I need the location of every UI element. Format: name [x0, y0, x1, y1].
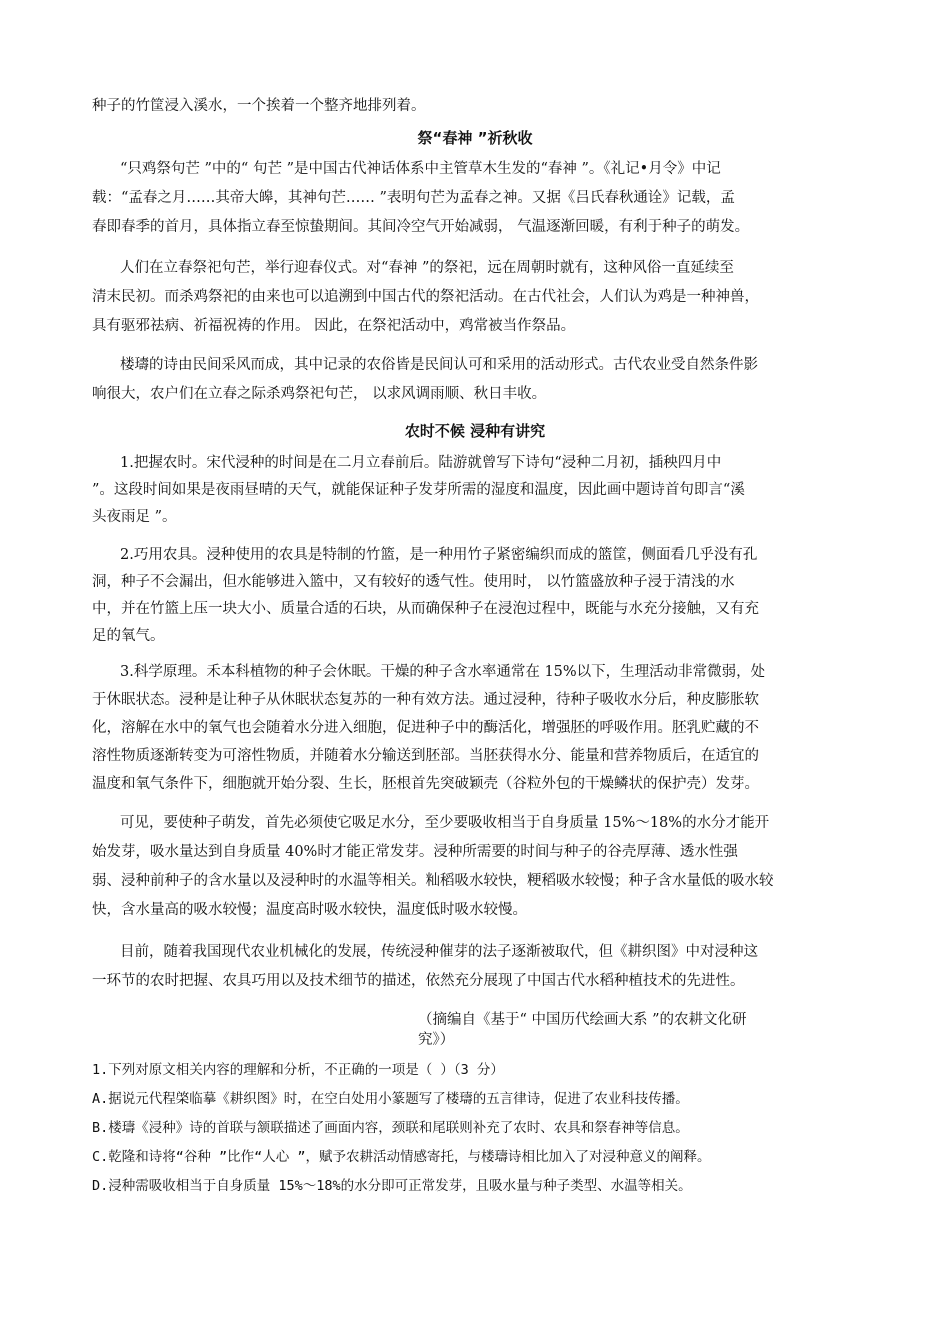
- paragraph-line: 3.科学原理。禾本科植物的种子会休眠。干燥的种子含水率通常在 15%以下，生理活动非常微弱，处: [120, 664, 766, 680]
- paragraph-line: 清末民初。而杀鸡祭祀的由来也可以追溯到中国古代的祭祀活动。在古代社会，人们认为鸡是一种神兽，: [92, 289, 759, 305]
- question-option-d: D.浸种需吸收相当于自身质量 15%～18%的水分即可正常发芽，且吸水量与种子类型、水温等相关。: [92, 1178, 692, 1194]
- paragraph-line: 化，溶解在水中的氧气也会随着水分进入细胞，促进种子中的酶活化，增强胚的呼吸作用。胚乳贮藏的不: [92, 720, 759, 736]
- paragraph-line: 楼璹的诗由民间采风而成，其中记录的农俗皆是民间认可和采用的活动形式。古代农业受自然条件影: [120, 357, 758, 373]
- paragraph-line: 始发芽，吸水量达到自身质量 40%时才能正常发芽。浸种所需要的时间与种子的谷壳厚薄、透水性强: [92, 844, 738, 860]
- paragraph-line: 足的氧气。: [92, 628, 165, 644]
- paragraph-line: 春即春季的首月，具体指立春至惊蛰期间。其间冷空气开始减弱， 气温逐渐回暖，有利于种子的萌发。: [92, 219, 750, 235]
- question-option-c: C.乾隆和诗将“谷种 ”比作“人心 ”，赋予农耕活动情感寄托，与楼璹诗相比加入了对浸种意义的阐释。: [92, 1149, 711, 1165]
- intro-line: 种子的竹筐浸入溪水，一个挨着一个整齐地排列着。: [92, 98, 426, 114]
- paragraph-line: 人们在立春祭祀句芒，举行迎春仪式。对“春神 ”的祭祀，远在周朝时就有，这种风俗一直延续至: [120, 260, 734, 276]
- section-title-spring-god: 祭“春神 ”祈秋收: [417, 129, 533, 147]
- paragraph-line: 一环节的农时把握、农具巧用以及技术细节的描述，依然充分展现了中国古代水稻种植技术的先进性。: [92, 973, 745, 989]
- paragraph-line: 2.巧用农具。浸种使用的农具是特制的竹篮，是一种用竹子紧密编织而成的篮筐，侧面看几乎没有孔: [120, 547, 758, 563]
- paragraph-line: 洞，种子不会漏出，但水能够进入篮中，又有较好的透气性。使用时， 以竹篮盛放种子浸于清浅的水: [92, 574, 735, 590]
- paragraph-line: 弱、浸种前种子的含水量以及浸种时的水温等相关。籼稻吸水较快，粳稻吸水较慢；种子含水量低的吸水较: [92, 873, 774, 889]
- paragraph-line: 响很大，农户们在立春之际杀鸡祭祀句芒， 以求风调雨顺、秋日丰收。: [92, 386, 547, 402]
- paragraph-line: 温度和氧气条件下，细胞就开始分裂、生长，胚根首先突破颖壳（谷粒外包的干燥鳞状的保护壳）发芽。: [92, 776, 759, 792]
- paragraph-line: 1.把握农时。宋代浸种的时间是在二月立春前后。陆游就曾写下诗句“浸种二月初，插秧四月中: [120, 455, 722, 471]
- question-option-a: A.据说元代程棨临摹《耕织图》时，在空白处用小篆题写了楼璹的五言律诗，促进了农业科技传播。: [92, 1091, 689, 1107]
- paragraph-line: 可见，要使种子萌发，首先必须使它吸足水分，至少要吸收相当于自身质量 15%～18%的水分才能开: [120, 815, 770, 831]
- source-citation-line: 究》）: [418, 1032, 455, 1048]
- source-citation-line: （摘编自《基于“ 中国历代绘画大系 ”的农耕文化研: [418, 1012, 747, 1028]
- paragraph-line: 于休眠状态。浸种是让种子从休眠状态复苏的一种有效方法。通过浸种，待种子吸收水分后，种皮膨胀软: [92, 692, 759, 708]
- question-stem: 1.下列对原文相关内容的理解和分析，不正确的一项是（ ）（3 分）: [92, 1062, 504, 1078]
- paragraph-line: ”。这段时间如果是夜雨昼晴的天气，就能保证种子发芽所需的湿度和温度，因此画中题诗首句即言“溪: [92, 482, 745, 498]
- paragraph-line: 头夜雨足 ”。: [92, 509, 177, 525]
- paragraph-line: 中，并在竹篮上压一块大小、质量合适的石块，从而确保种子在浸泡过程中，既能与水充分接触，又有充: [92, 601, 759, 617]
- paragraph-line: 载：“孟春之月……其帝大皞，其神句芒…… ”表明句芒为孟春之神。又据《吕氏春秋通诠》记载，孟: [92, 190, 735, 206]
- paragraph-line: 具有驱邪祛病、祈福祝祷的作用。 因此，在祭祀活动中，鸡常被当作祭品。: [92, 318, 576, 334]
- paragraph-line: “只鸡祭句芒 ”中的“ 句芒 ”是中国古代神话体系中主管草木生发的“春神 ”。《礼记•月令》中记: [120, 161, 721, 177]
- question-option-b: B.楼璹《浸种》诗的首联与颔联描述了画面内容，颈联和尾联则补充了农时、农具和祭春神等信息。: [92, 1120, 689, 1136]
- paragraph-line: 溶性物质逐渐转变为可溶性物质，并随着水分输送到胚部。当胚获得水分、能量和营养物质后，在适宜的: [92, 748, 759, 764]
- paragraph-line: 快，含水量高的吸水较慢；温度高时吸水较快，温度低时吸水较慢。: [92, 902, 527, 918]
- section-title-farming-season: 农时不候 浸种有讲究: [404, 422, 546, 440]
- paragraph-line: 目前，随着我国现代农业机械化的发展，传统浸种催芽的法子逐渐被取代，但《耕织图》中对浸种这: [120, 944, 758, 960]
